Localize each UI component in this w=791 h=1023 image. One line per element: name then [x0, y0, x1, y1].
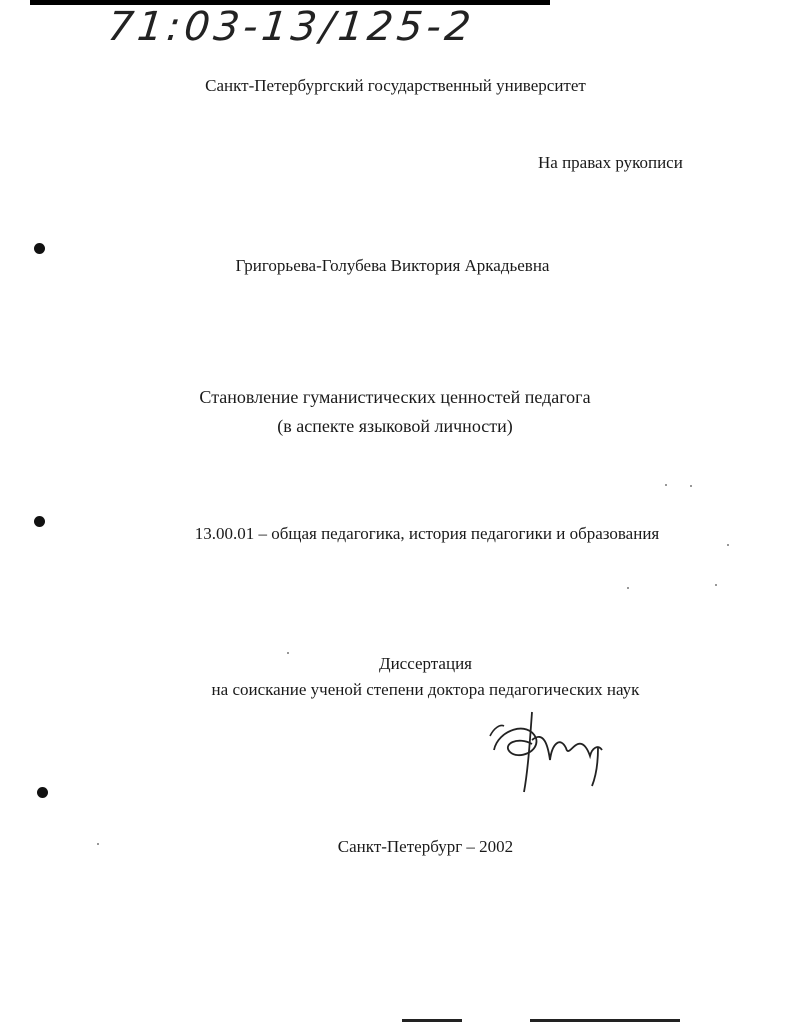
punch-hole-mark — [34, 516, 45, 527]
punch-hole-mark — [34, 243, 45, 254]
scan-speck — [690, 485, 692, 487]
work-type-degree: на соискание ученой степени доктора педагогических наук — [211, 680, 640, 699]
scan-speck — [627, 587, 629, 589]
scan-speck — [715, 584, 717, 586]
place-and-year: Санкт-Петербург – 2002 — [337, 837, 514, 856]
bottom-edge-mark — [402, 1019, 462, 1022]
bottom-edge-mark — [530, 1019, 680, 1022]
author-name: Григорьева-Голубева Виктория Аркадьевна — [235, 256, 550, 275]
signature-icon — [488, 700, 608, 800]
scan-speck — [665, 484, 667, 486]
dissertation-title-line2: (в аспекте языковой личности) — [277, 416, 513, 436]
scan-speck — [97, 843, 99, 845]
archive-code: 71:03-13/125-2 — [105, 4, 477, 50]
scan-speck — [287, 652, 289, 654]
work-type-heading: Диссертация — [378, 654, 472, 673]
rights-note: На правах рукописи — [538, 153, 683, 172]
dissertation-title-line1: Становление гуманистических ценностей педагога — [199, 387, 591, 407]
scan-speck — [727, 544, 729, 546]
specialty-code: 13.00.01 – общая педагогика, история педагогики и образования — [194, 524, 660, 543]
institution-name: Санкт-Петербургский государственный университет — [205, 76, 586, 95]
punch-hole-mark — [37, 787, 48, 798]
